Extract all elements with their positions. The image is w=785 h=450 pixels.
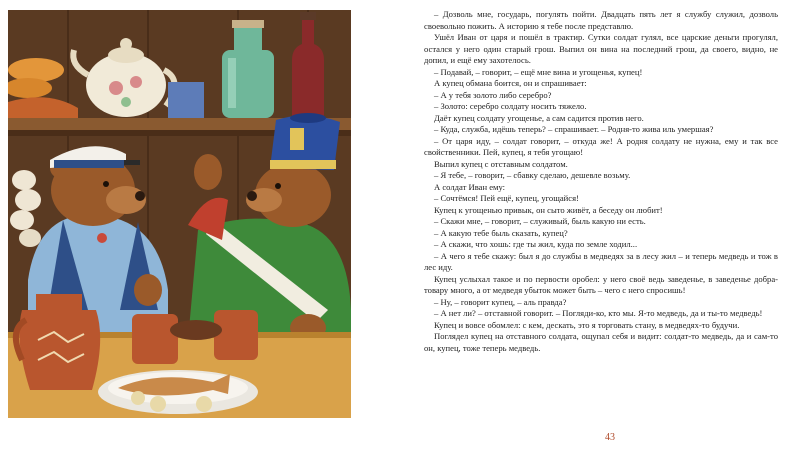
clay-mug-right <box>214 310 258 360</box>
paragraph: – А у тебя золото либо серебро? <box>434 89 552 100</box>
paragraph: – А какую тебе быль сказать, купец? <box>434 227 568 238</box>
paragraph: – Я тебе, – говорит, – сбавку сделаю, дешевле возьму. <box>434 170 631 180</box>
story-text-column <box>424 9 778 354</box>
paragraph: Поглядел купец на отставного солдата, ощупал себя и видит: солдат-то медведь, да и сам-то он, купец, тоже теперь медведь. <box>424 331 778 353</box>
paragraph: А солдат Иван ему: <box>434 181 506 192</box>
paragraph: – Куда, служба, идёшь теперь? – спрашивает. – Родня-то жива иль умершая? <box>434 124 714 134</box>
fish-plate <box>98 370 258 414</box>
paragraph: Купец и вовсе обомлел: с кем, дескать, это я торговать стану, в медведях-то будучи. <box>434 319 740 330</box>
food-bowl <box>170 320 222 340</box>
paragraph: – А чего я тебе скажу: был я до службы в медведях за в лесу жил – и теперь медведь и тож в лес иду. <box>424 250 778 272</box>
paragraph: А купец обмана боится, он и спрашивает: <box>434 78 587 88</box>
paragraph: Купец к угощенью привык, он сыто живёт, а беседу он любит! <box>434 204 663 215</box>
paragraph: Выпил купец с отставным солдатом. <box>434 158 568 169</box>
paragraph: – Золото: серебро солдату носить тяжело. <box>434 101 587 111</box>
paragraph: – От царя иду, – солдат говорит, – откуда же! А родня солдату не нужна, ему и так все свойственники. Пей, купец, я тебя угощаю! <box>424 135 778 157</box>
paragraph: – А скажи, что хошь: где ты жил, куда по земле ходил... <box>434 239 638 249</box>
paragraph: Даёт купец солдату угощенье, а сам садится против него. <box>434 112 644 123</box>
clay-mug-left <box>132 314 178 364</box>
book-illustration <box>8 10 351 418</box>
tin-box <box>168 82 204 118</box>
paragraph: – Скажи мне, – говорит, – служивый, быль какую ни есть. <box>434 216 646 226</box>
paragraph: – Дозволь мне, государь, погулять пойти. Двадцать пять лет я службу служил, дозволь своевольно пожить. А историю я тебе после представлю. <box>424 9 778 31</box>
paragraph: Купец услыхал такое и по первости оробел: у него своё ведь заведенье, в заведенье добра-товару много, а от медведя убыток может быть – чего с него спросишь! <box>424 273 778 295</box>
paragraph: – Сочтёмся! Пей ещё, купец, угощайся! <box>434 193 579 203</box>
paragraph: – А нет ли? – отставной говорит. – Погляди-ко, кто мы. Я-то медведь, да и ты-то медведь! <box>434 308 763 318</box>
tavern-scene-image <box>8 10 351 418</box>
paragraph: Ушёл Иван от царя и пошёл в трактир. Сутки солдат гулял, все царские деньги прогулял, остался у него один старый грош. Выпил он вина на последний грош, да своего, видно, не допил, и ещё ему захотелось. <box>424 32 778 65</box>
paragraph: – Подавай, – говорит, – ещё мне вина и угощенья, купец! <box>434 66 643 77</box>
paragraph: – Ну, – говорит купец, – аль правда? <box>434 296 567 307</box>
page-number: 43 <box>605 432 615 443</box>
